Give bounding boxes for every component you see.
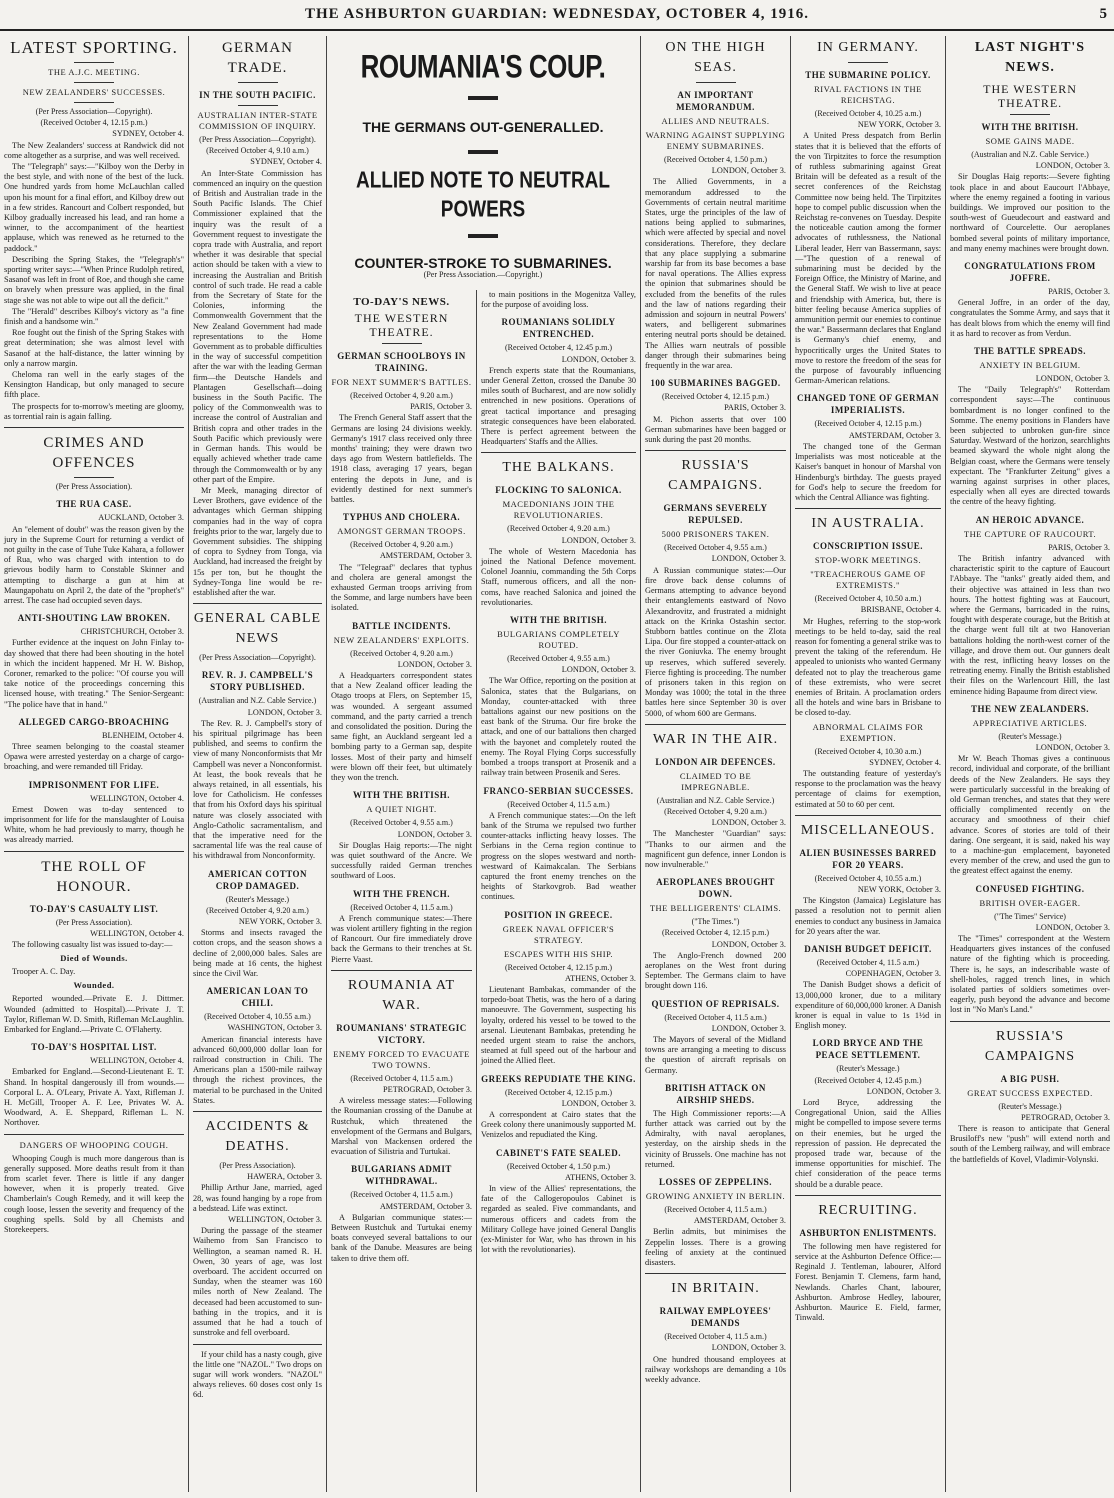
- dateline: SYDNEY, October 4.: [112, 129, 184, 139]
- source-line: (Australian and N.Z. Cable Service.): [656, 795, 775, 805]
- received-line: (Received October 4, 11.5 a.m.): [664, 1012, 767, 1022]
- dateline: NEW YORK, October 3.: [857, 120, 941, 130]
- subhead: 100 SUBMARINES BAGGED.: [650, 378, 781, 389]
- subhead-anti-shouting: ANTI-SHOUTING LAW BROKEN.: [17, 613, 171, 624]
- paragraph: The outstanding feature of yesterday's response to the proclamation was the heavy percentage of claims for exemption, estimated at 50 to 60 per cent.: [795, 768, 941, 809]
- headline-german-trade: GERMAN TRADE.: [221, 40, 293, 76]
- received-line: (Received October 4, 9.20 a.m.): [206, 905, 309, 915]
- paragraph: The changed tone of the German Imperialists was most noticeable at the Kaiser's banquet in honour of Marshal von Hindenburg's birthday. The guests prayed for God's help to secure the freedom for which the Central Alliance was fighting.: [795, 441, 941, 502]
- dateline: LONDON, October 3.: [1035, 742, 1110, 752]
- subhead: LOSSES OF ZEPPELINS.: [659, 1177, 772, 1188]
- paragraph: The "Herald" describes Kilboy's victory as "a fine finish and a handsome win.": [4, 306, 184, 327]
- dateline: AMSTERDAM, October 3.: [848, 430, 941, 440]
- paragraph: One hundred thousand employees at railway workshops are demanding a 10s weekly advance.: [645, 1354, 786, 1385]
- source-line: (Australian and N.Z. Cable Service.): [198, 696, 317, 706]
- subhead: IN THE SOUTH PACIFIC.: [199, 90, 316, 100]
- dateline: NEW YORK, October 3.: [238, 917, 322, 926]
- dateline: ATHENS, October 3.: [565, 1172, 636, 1182]
- dateline: BRISBANE, October 4.: [860, 605, 941, 615]
- dateline: PETROGRAD, October 3.: [1021, 1112, 1110, 1122]
- subhead: LORD BRYCE AND THE PEACE SETTLEMENT.: [812, 1038, 924, 1061]
- subhead: AMERICAN COTTON CROP DAMAGED.: [207, 868, 308, 891]
- paragraph: Reported wounded.—Private E. J. Dittmer. Wounded (admitted to Hospital).—Private J. T. Taylor, Rifleman W. D. Smith, Rifleman McLaughlin. Embarked for England.—Private C. O'Flaherty.: [4, 994, 184, 1034]
- paragraph: The Rev. R. J. Campbell's story of his spiritual pilgrimage has been published, and seems to confirm the view of many Nonconformists that Mr Campbell was never a Nonconformist. At least, the book reveals that he always retained, in all essentials, his love for Catholicism. He confesses that from his Oxford days his spiritual nature was closely associated with Anglo-Catholic sacramentalism, and that the imperative need for the sacramental life was the real cause of his withdrawal from Nonconformity.: [193, 718, 322, 861]
- dateline: LONDON, October 3.: [247, 707, 322, 717]
- dateline: LONDON, October 3.: [711, 818, 786, 828]
- subhead: GREEK NAVAL OFFICER'S STRATEGY.: [502, 923, 615, 945]
- paragraph: Sir Douglas Haig reports:—The night was quiet southward of the Ancre. We successfully raided German trenches southward of Loos.: [331, 840, 472, 881]
- paragraph: Sir Douglas Haig reports:—Severe fighting took place in and about Eaucourt l'Abbaye, where the enemy regained a footing in various buildings. We improved our position to the south-west of Gueudecourt and eastward and northward of Courcelette. Our aeroplanes bombed several points of military importance, and many enemy machines were brought down.: [950, 172, 1110, 253]
- dateline: NEW YORK, October 3.: [857, 884, 941, 894]
- dateline: PARIS, October 3.: [1048, 542, 1110, 552]
- dateline: LONDON, October 3.: [397, 829, 472, 839]
- subhead: WITH THE BRITISH.: [509, 615, 608, 626]
- dateline: AMSTERDAM, October 3.: [379, 551, 472, 561]
- received-line: (Received October 4, 1.50 p.m.): [663, 155, 768, 164]
- dateline: LONDON, October 3.: [397, 659, 472, 669]
- paragraph: The "Daily Telegraph's" Rotterdam correspondent says:—The continuous bombardment is no longer confined to the Somme. The enemy positions in Flanders have been subjected to unbroken gun-fire since Saturday. Westward of the horizon, searchlights beamed skyward the whole night along the Belgian coast, where the Germans were tensely expectant. The "Frankfurter Zeitung" gives a warning against surprises in other places, especially when all eyes are directed towards the centre of the heavy fighting.: [950, 385, 1110, 507]
- subhead: WARNING AGAINST SUPPLYING ENEMY SUBMARINES.: [645, 130, 786, 151]
- subhead: GREAT SUCCESS EXPECTED.: [967, 1087, 1093, 1098]
- subhead: BULGARIANS ADMIT WITHDRAWAL.: [351, 1164, 452, 1187]
- dateline: WELLINGTON, October 3.: [228, 1215, 322, 1225]
- paragraph: The "Telegraph" says:—"Kilboy won the Derby in the best style, and with none of the best of the luck. One hundred yards from home McLauchlan called upon his mount for a final effort, and Kilboy drew out in a few strides. Rancourt and Colbert responded, but Kilboy gradually increased his lead, and ran home a winner, to the accompaniment of the heartiest applause, which was renewed as he returned to the paddock.": [4, 162, 184, 253]
- received-line: (Received October 4, 10.50 a.m.): [814, 594, 922, 604]
- subhead: 5000 PRISONERS TAKEN.: [661, 529, 770, 540]
- subhead: AUSTRALIAN INTER-STATE COMMISSION OF INQUIRY.: [197, 110, 318, 131]
- headline-russia: RUSSIA'S CAMPAIGNS.: [668, 458, 763, 494]
- subhead: CABINET'S FATE SEALED.: [496, 1147, 621, 1158]
- masthead-title: THE ASHBURTON GUARDIAN: WEDNESDAY, OCTOBER 4, 1916.: [304, 6, 810, 22]
- headline-western-theatre: THE WESTERN THEATRE.: [354, 311, 449, 339]
- subhead: WITH THE BRITISH.: [352, 790, 451, 801]
- headline-australia: IN AUSTRALIA.: [811, 516, 925, 532]
- paragraph: The following men have registered for service at the Ashburton Defence Office:—Reginald J. Tentleman, labourer, Alford Forest. Benjamin T. Clemens, farm hand, Newlands. Charles Chant, labourer, Ashburton. Ambrose Hedley, labourer, Ashburton. Maurice E. Field, farmer, Tinwald.: [795, 1241, 941, 1323]
- dateline: LONDON, October 3.: [711, 166, 786, 176]
- column-germany: [791, 36, 945, 1492]
- subhead: CONFUSED FIGHTING.: [975, 883, 1085, 894]
- source-line: (Per Press Association—Copyright).: [199, 653, 316, 663]
- paragraph: Roe fought out the finish of the Spring Stakes with great determination; she was almost level with Sasanof at the half-distance, the latter winning by only a narrow margin.: [4, 328, 184, 368]
- subhead: GROWING ANXIETY IN BERLIN.: [645, 1191, 786, 1202]
- source-line: (Reuter's Message.): [998, 731, 1062, 741]
- received-line: (Received October 4, 9.10 a.m.): [206, 146, 309, 156]
- dateline: LONDON, October 3.: [711, 554, 786, 564]
- received-line: (Received October 4, 1.50 p.m.): [506, 1161, 611, 1171]
- subhead-ajc: THE A.J.C. MEETING.: [48, 67, 140, 77]
- paragraph: During the passage of the steamer Waihemo from San Francisco to Wellington, a seaman named R. H. Owen, 30 years of age, was lost overboard. The accident occurred on Sunday, when the steamer was 160 miles north of New Zealand. The deceased had been accustomed to sun-bathing in the tropics, and it is assumed that he had a touch of sunstroke and fell overboard.: [193, 1226, 322, 1338]
- paragraph: In view of the Allies' representations, the fate of the Callogeropoulos Cabinet is regarded as sealed. Five commandants, and numerous officers and cadets from the Military College have joined General Danglis (ex-Minister for War, who has thrown in his lot with the revolutionaries).: [481, 1183, 636, 1255]
- paragraph: Storms and insects ravaged the cotton crops, and the season shows a decline of 2,000,000 bales. Sales are being made at 16 cents, the highest since the Civil War.: [193, 928, 322, 979]
- received-line: (Received October 4, 10.30 a.m.): [814, 746, 922, 756]
- received-line: (Received October 4, 12.45 p.m.): [814, 1075, 922, 1085]
- subhead: LONDON AIR DEFENCES.: [655, 756, 776, 767]
- subhead-casualty: TO-DAY'S CASUALTY LIST.: [29, 903, 159, 914]
- masthead: [0, 0, 1114, 28]
- dateline: WELLINGTON, October 4.: [90, 1056, 184, 1066]
- paragraph: Ernest Dowen was to-day sentenced to imprisonment for life for the manslaughter of Louisa White, whom he had previously to marry, though he was already married.: [4, 804, 184, 845]
- dateline: PARIS, October 3.: [1048, 287, 1110, 297]
- subhead: ABNORMAL CLAIMS FOR EXEMPTION.: [812, 721, 924, 743]
- subhead-cargo: ALLEGED CARGO-BROACHING: [18, 716, 170, 727]
- subhead: GREEKS REPUDIATE THE KING.: [481, 1073, 636, 1084]
- headline-counter-stroke: COUNTER-STROKE TO SUBMARINES.: [354, 255, 612, 271]
- subhead-rua: THE RUA CASE.: [56, 499, 132, 510]
- paragraph: Whooping Cough is much more dangerous than is generally supposed. More deaths result from it than from scarlet fever. There is little if any danger however, when it is properly treated. Give Chamberlain's Cough Remedy, and it will keep the cough loose, lessen the severity and frequency of the coughing spells. Sold by all Chemists and Storekeepers.: [4, 1153, 184, 1235]
- paragraph: General Joffre, in an order of the day, congratulates the Somme Army, and says that it has dealt blows from which the enemy will find it as hard to recover as from Verdun.: [950, 298, 1110, 338]
- received-line: (Received October 4, 11.5 a.m.): [816, 957, 920, 967]
- masthead-rule: [0, 29, 1114, 31]
- subhead: CLAIMED TO BE IMPREGNABLE.: [679, 770, 752, 792]
- paragraph: Berlin admits, but minimises the Zeppelin losses. There is a growing feeling of anxiety at the continued disasters.: [645, 1227, 786, 1268]
- subhead: GERMANS SEVERELY REPULSED.: [663, 503, 768, 526]
- paragraph: The prospects for to-morrow's meeting are gloomy, as torrential rain is again falling.: [4, 401, 184, 421]
- dateline: AMSTERDAM, October 3.: [379, 1201, 472, 1211]
- paragraph: The "Telegraaf" declares that typhus and cholera are general amongst the exhausted German troops arriving from the Somme, and large numbers have been isolated.: [331, 562, 472, 613]
- dateline: LONDON, October 3.: [866, 1086, 941, 1096]
- headline-germans-outgeneralled: THE GERMANS OUT-GENERALLED.: [362, 119, 604, 135]
- paragraph: Mr W. Beach Thomas gives a continuous record, individual and corporate, of the brilliant deeds of the New Zealanders. He says they were particularly successful in the breaking of old German trenches, and states that they were officially complimented recently on the accuracy and smoothness of their chief advance. Scores of stories are told of their daring. One sergeant, it is said, naked his way to a machine-gun emplacement, bayoneted every member of the crew, and used the gun to the greatest effect against the enemy.: [950, 754, 1110, 876]
- received-line: (Received October 4, 9.20 a.m.): [350, 648, 453, 658]
- paragraph: Phillip Arthur Jane, married, aged 28, was found hanging by a rope from a bedstead. Life was extinct.: [193, 1183, 322, 1213]
- dateline: AMSTERDAM, October 3.: [693, 1216, 786, 1226]
- subhead: AN IMPORTANT MEMORANDUM.: [676, 90, 755, 112]
- dateline: SYDNEY, October 4.: [250, 157, 322, 167]
- column-sporting-crimes: [0, 36, 188, 1492]
- received-line: (Received October 4, 11.5 a.m.): [664, 1205, 767, 1215]
- subhead: RAILWAY EMPLOYEES' DEMANDS: [659, 1306, 772, 1329]
- source-line: ("The Times" Service): [994, 911, 1066, 921]
- paragraph: The Anglo-French downed 200 aeroplanes on the West front during September. The Germans claim to have brought down 116.: [645, 950, 786, 991]
- paragraph: A French communique states:—There was violent artillery fighting in the region of Rancourt. Our fire immediately drove back the Germans to their trenches at St. Pierre Vaast.: [331, 913, 472, 964]
- subhead: AN HEROIC ADVANCE.: [975, 514, 1085, 525]
- subhead: AMERICAN LOAN TO CHILI.: [206, 986, 309, 1009]
- lead-headline-block: [328, 36, 638, 274]
- received-line: (Received October 4, 9.20 a.m.): [664, 806, 767, 816]
- dateline: ATHENS, October 3.: [565, 973, 636, 983]
- received-line: (Received October 4, 10.55 a.m.): [814, 873, 922, 883]
- subhead-todays-news: TO-DAY'S NEWS.: [353, 296, 450, 308]
- dateline: LONDON, October 3.: [561, 354, 636, 364]
- subhead-nz-success: NEW ZEALANDERS' SUCCESSES.: [22, 87, 166, 97]
- source-line: (Australian and N.Z. Cable Service.): [971, 150, 1089, 159]
- subhead: AEROPLANES BROUGHT DOWN.: [656, 877, 775, 900]
- source-line: (Per Press Association.—Copyright.): [423, 270, 543, 279]
- paragraph: A Headquarters correspondent states that a New Zealand officer leading the Otago troops at Flers, on September 15, was wounded. A sergeant assumed command, and the party carried a trench and consolidated the position. During the same fight, an Auckland sergeant led a bombing party to a German sap, despite losses. Most of their party and himself were blown off their feet, but ultimately they won the trench.: [331, 671, 472, 783]
- received-line: (Received October 4, 9.55 a.m.): [664, 543, 767, 553]
- received-line: (Received October 4, 12.15 p.m.): [661, 392, 770, 402]
- dateline: COPENHAGEN, October 3.: [845, 969, 941, 979]
- headline-accidents: ACCIDENTS & DEATHS.: [205, 1119, 310, 1155]
- dateline: LONDON, October 3.: [1035, 922, 1110, 932]
- paragraph: The Mayors of several of the Midland towns are arranging a meeting to discuss the question of aircraft reprisals on Germany.: [645, 1034, 786, 1075]
- headline-last-nights-news: LAST NIGHT'S NEWS.: [974, 40, 1086, 75]
- source-line: (Per Press Association).: [55, 917, 133, 927]
- received-line: (Received October 4, 12.15 p.m.): [40, 118, 148, 128]
- paragraph: A Russian communique states:—Our fire drove back dense columns of Germans attempting to advance beyond their entanglements eastward of Novo Alexandrovitz, and frustrated a midnight attack on the Krinka Ostashin sector. Stubborn battles continue on the Zlota Lipa. Our fire stopped a counter-attack on the river Goniuvka. The enemy brought up reserves, which suffered severely. Fierce fighting is proceeding. The number of prisoners taken in this region on Monday was 1000; the total in the three battles here since September 30 is over 5000, of whom 600 are Germans.: [645, 565, 786, 718]
- subhead: REV. R. J. CAMPBELL'S STORY PUBLISHED.: [201, 670, 314, 693]
- paragraph: to main positions in the Mogenitza Valley, for the purpose of avoiding loss.: [481, 290, 636, 310]
- received-line: (Received October 4, 9.55 a.m.): [350, 818, 453, 828]
- paragraph: The Manchester "Guardian" says: "Thanks to our airmen and the magnificent gun defence, inner London is now invulnerable.": [645, 829, 786, 869]
- paragraph: A French communique states:—On the left bank of the Struma we repulsed two further counter-attacks inflicting heavy losses. The Serbians in the Cerna region continue to progress on the slopes westward and north-westward of Kaimakcalan. The Serbians captured the front enemy trenches on the heights of Starkovgrob. Bad weather continues.: [481, 810, 636, 902]
- source-line: (Per Press Association—Copyright).: [35, 107, 153, 116]
- source-line: (Per Press Association).: [219, 1161, 296, 1171]
- subhead: APPRECIATIVE ARTICLES.: [972, 717, 1088, 728]
- subhead: ROUMANIANS' STRATEGIC VICTORY.: [336, 1022, 467, 1045]
- received-line: (Received October 4, 9.20 a.m.): [507, 524, 610, 534]
- subhead: THE NEW ZEALANDERS.: [970, 703, 1090, 714]
- paragraph: The "Times" correspondent at the Western Headquarters gives instances of the confused nature of the fighting which is proceeding. There is, he says, an indescribable waste of shell-holes, ragged trench lines, in which isolated parties of soldiers sometimes over-eagerly, push beyond the advance and become lost in "No Man's Land.": [950, 933, 1110, 1015]
- subhead: THE CAPTURE OF RAUCOURT.: [963, 528, 1097, 539]
- received-line: (Received October 4, 11.5 a.m.): [350, 1190, 453, 1200]
- subhead: THE BELLIGERENTS' CLAIMS.: [649, 903, 782, 914]
- subhead: POSITION IN GREECE.: [504, 909, 613, 920]
- subhead: FLOCKING TO SALONICA.: [495, 485, 622, 496]
- headline-roumania-coup: ROUMANIA'S COUP.: [360, 47, 606, 85]
- received-line: (Received October 4, 12.45 p.m.): [504, 343, 613, 353]
- paragraph: The New Zealanders' success at Randwick did not come altogether as a surprise, and was well received.: [4, 140, 184, 160]
- subhead: BRITISH OVER-EAGER.: [979, 897, 1081, 908]
- headline-high-seas: ON THE HIGH SEAS.: [665, 40, 766, 75]
- paragraph: A wireless message states:—Following the Roumanian crossing of the Danube at Rustchuk, which threatened the envelopment of the Germans and Bulgars, Marshal von Mackensen ordered the evacuation of Silistria and Turtukai.: [331, 1096, 472, 1157]
- subhead: MACEDONIANS JOIN THE REVOLUTIONARIES.: [502, 499, 615, 521]
- paragraph: The British infantry advanced with characteristic spirit to the capture of Eaucourt l'Abbaye. The "tanks" greatly aided them, and their objective was attained in less than two hours. The hottest fighting was at Eaucourt, where the Germans, barricaded in the ruins, fought with desperate courage, but the British at the charge went full tilt at two Hanoverian battalions holding the north-west corner of the village, and drove them out. Our gunners dealt with the rest, inflicting heavy losses on the retreating enemy. Finally the British established their files on the Warlencourt Hill, the last eminence hiding Bapaume from direct view.: [950, 553, 1110, 696]
- paragraph: Embarked for England.—Second-Lieutenant E. T. Shand. In hospital dangerously ill from wounds.—Corporal L. A. O'Leary, Private A. Yaxt, Rifleman J. H. McGill, Trooper A. F. Lee, Privates W. A. Woodward, A. E. Sheppard, Rifleman L. N. Northover.: [4, 1067, 184, 1128]
- subhead: CONSCRIPTION ISSUE.: [812, 541, 924, 552]
- subhead: WITH THE FRENCH.: [352, 888, 451, 899]
- received-line: (Received October 4, 11.5 a.m.): [664, 1332, 767, 1342]
- source-line: (Reuter's Message.): [998, 1101, 1062, 1111]
- headline-britain: IN BRITAIN.: [671, 1281, 760, 1297]
- subhead-hospital: TO-DAY'S HOSPITAL LIST.: [31, 1042, 157, 1053]
- dateline: LONDON, October 3.: [1035, 161, 1110, 171]
- dateline: LONDON, October 3.: [561, 535, 636, 545]
- dateline: BLENHEIM, October 4.: [101, 730, 184, 740]
- received-line: (Received October 4, 11.5 a.m.): [350, 902, 453, 912]
- paragraph: A correspondent at Cairo states that the Greek colony there unanimously supported M. Venizelos and repudiated the King.: [481, 1109, 636, 1140]
- subhead: GERMAN SCHOOLBOYS IN TRAINING.: [337, 351, 466, 373]
- dateline: LONDON, October 3.: [711, 1343, 786, 1353]
- paragraph: The following casualty list was issued to-day:—: [12, 939, 173, 949]
- received-line: (Received October 4, 11.5 a.m.): [507, 799, 610, 809]
- dateline: LONDON, October 3.: [711, 939, 786, 949]
- paragraph: An "element of doubt" was the reason given by the jury in the Supreme Court for returning a verdict of not guilty in the case of Tuhe Tuke Kahara, a follower of Rua, who was charged with intention to do grievous bodily harm to Constable Skinner and attempting to discharge a gun at him at Maungapohatu on April 2, the date of the "prophet's" arrest. The case had occupied seven days.: [4, 524, 184, 605]
- received-line: (Received October 4, 12.15 p.m.): [504, 1087, 613, 1097]
- subhead: DANISH BUDGET DEFICIT.: [804, 943, 932, 954]
- column-german-trade: [189, 36, 326, 1492]
- paragraph: The Allied Governments, in a memorandum addressed to the Governments of certain neutral maritime States, urge the principles of the law of nations being applied to submarines, which were affected by special and novel considerations. Therefore, they declare that any place supplying a submarine warship far from its base becomes a base for naval operations. The Allies express the opinion that submarines should be excluded from the benefits of the rules and the law of nations regarding their admission and sojourn in neutral Powers' waters, and belligerent submarines entering neutral ports should be detained. The Allies warn neutrals of possible danger through their submarines being frequently in the war area.: [645, 177, 786, 371]
- received-line: (Received October 4, 10.55 a.m.): [204, 1012, 311, 1022]
- subhead: SOME GAINS MADE.: [985, 136, 1075, 146]
- advertisement: If your child has a nasty cough, give the little one "NAZOL." Two drops on sugar will work wonders. "NAZOL" always relieves. 60 doses cost only 1s 6d.: [193, 1349, 322, 1400]
- headline-russia: RUSSIA'S CAMPAIGNS: [984, 1028, 1076, 1064]
- subhead: CONGRATULATIONS FROM JOFFRE.: [964, 261, 1096, 284]
- dateline: LONDON, October 3.: [1035, 374, 1110, 384]
- dateline: LONDON, October 3.: [561, 1098, 636, 1108]
- dateline: LONDON, October 3.: [561, 665, 636, 675]
- dateline: CHRISTCHURCH, October 3.: [80, 627, 184, 637]
- column-last-nights-news: [946, 36, 1114, 1492]
- subhead-died: Died of Wounds.: [60, 953, 128, 964]
- dateline: WELLINGTON, October 4.: [90, 928, 184, 938]
- subhead: RIVAL FACTIONS IN THE REICHSTAG.: [814, 84, 922, 105]
- paragraph: French experts state that the Roumanians, under General Zetton, crossed the Danube 30 miles south of Bucharest, and are now solidly entrenched in new positions. Operations of great tactical importance and presaging strategic consequences have been elaborated. There is perfect agreement between the Headquarters' Staffs and the Allies.: [481, 365, 636, 447]
- paragraph: Further evidence at the inquest on John Finlay to-day showed that there had been shouting in the hotel in which the incident happened. Mr H. W. Bishop, Coroner, remarked to the police: "Of course you will take notice of the proceedings concerning this licensed house, with treating." The Senior-Sergeant: "The police have that in hand.": [4, 638, 184, 709]
- received-line: (Received October 4, 9.20 a.m.): [350, 540, 453, 550]
- column-balkans: [477, 290, 640, 1492]
- received-line: (Received October 4, 9.55 a.m.): [507, 654, 610, 664]
- subhead-wounded: Wounded.: [73, 980, 115, 991]
- paragraph: The High Commissioner reports:—A further attack was carried out by the Admiralty, with naval aeroplanes, yesterday, on the airship sheds in the vicinity of Brussels. One machine has not returned.: [645, 1108, 786, 1169]
- dateline: PARIS, October 3.: [410, 402, 472, 412]
- paragraph: Three seamen belonging to the coastal steamer Opawa were arrested yesterday on a charge of cargo-broaching, and were remanded till Friday.: [4, 741, 184, 772]
- subhead: FRANCO-SERBIAN SUCCESSES.: [483, 785, 634, 796]
- paragraph: Mr Hughes, referring to the stop-work meetings to be held to-day, said the real reason for fomenting a general strike was to prevent the taking of the referendum. He appealed to unionists who wanted Germany defeated not to play the treacherous game of these extremists, who were secret enemies of Britain. A proclamation orders all the hotels and wine bars in Brisbane to be closed to-day.: [795, 616, 941, 718]
- subhead: NEW ZEALANDERS' EXPLOITS.: [333, 634, 470, 645]
- source-line: (Per Press Association—Copyright).: [199, 135, 316, 144]
- subhead: ANXIETY IN BELGIUM.: [979, 360, 1081, 371]
- paragraph: A Bulgarian communique states:—Between Rustchuk and Turtukai enemy boats conveyed several battalions to our bank of the Danube. Measures are being taken to drive them off.: [331, 1212, 472, 1263]
- paragraph: American financial interests have advanced 60,000,000 dollar loan for railroad construction in Chili. The Americans plan a 1500-mile railway through the richest provinces, the material to be purchased in the United States.: [193, 1034, 322, 1105]
- headline-recruiting: RECRUITING.: [818, 1202, 918, 1218]
- paragraph: There is reason to anticipate that General Brusiloff's new "push" will extend north and south of the Lemberg railway, and will embrace the battlefields of Kovel, Vladimir-Volynski.: [950, 1124, 1110, 1164]
- subhead: BATTLE INCIDENTS.: [352, 620, 451, 631]
- subhead: FOR NEXT SUMMER'S BATTLES.: [331, 377, 472, 387]
- column-todays-news: [327, 290, 476, 1492]
- paragraph: A United Press despatch from Berlin states that it is believed that the efforts of the von Tirpitzites to force the resumption of ruthless submarining against Great Britain will be defeated as a result of the secret conferences of the Reichstag Committee now being held. The Tirpitzites hope to compel public discussion when the Reichstag re-convenes on Tuesday. Despite the noticeable caution among the former advocates of ruthlessness, the National Liberal leader, Herr van Bassermann, says:—"The question of a renewal of submarining must be decided by the Foreign Office, the Ministry of Marine, and the General Staff. We wish to live at peace and friendship with America, but, there is bitter feeling because America supplies of ammunition permit our enemies to continue the war." Bassermann declares that England is Germany's chief enemy, and hypocritically urges the United States to move to restore the freedom of the seas for the purpose of favourably influencing German-American relations.: [795, 131, 941, 386]
- paragraph: The Kingston (Jamaica) Legislature has passed a resolution not to permit alien enemies to conduct any business in Jamaica for 20 years after the war.: [795, 896, 941, 936]
- subhead-whooping-cough: DANGERS OF WHOOPING COUGH.: [19, 1139, 169, 1150]
- source-line: ("The Times."): [691, 917, 740, 927]
- headline-roumania-at-war: ROUMANIA AT WAR.: [347, 977, 456, 1013]
- received-line: (Received October 4, 12.15 p.m.): [814, 419, 922, 429]
- paragraph: Mr Meek, managing director of Lever Brothers, gave evidence of the advantages which German shipping companies had in the way of copra freights prior to the war, largely due to Government subsidies. The shipping of copra to Sydney from Tonga, via Auckland, had increased the freight by 15s per ton, but he thought the Sydney-Tonga line would be re-established after the war.: [193, 485, 322, 597]
- source-line: (Reuter's Message.): [836, 1064, 900, 1074]
- headline-war-air: WAR IN THE AIR.: [652, 731, 779, 747]
- subhead: WITH THE BRITISH.: [981, 122, 1079, 132]
- dateline: AUCKLAND, October 3.: [98, 513, 184, 523]
- paragraph: The French General Staff assert that the Germans are losing 24 divisions weekly. Germany's 1917 class received only three months' training; they were drawn two days ago from Western battlefields. The 1918 class, averaging 17 years, began entering the depots in June, and is evidently destined for next summer's battles.: [331, 413, 472, 505]
- dateline: LONDON, October 3.: [711, 1023, 786, 1033]
- received-line: (Received October 4, 12.15 p.m.): [661, 928, 770, 938]
- headline-balkans: THE BALKANS.: [502, 460, 615, 476]
- subhead: CHANGED TONE OF GERMAN IMPERIALISTS.: [796, 393, 940, 416]
- headline-cable-news: GENERAL CABLE NEWS: [193, 611, 322, 647]
- source-line: (Per Press Association).: [55, 482, 133, 492]
- subhead: TYPHUS AND CHOLERA.: [342, 512, 461, 523]
- subhead: QUESTION OF REPRISALS.: [651, 998, 780, 1009]
- received-line: (Received October 4, 11.5 a.m.): [350, 1073, 453, 1083]
- paragraph: The whole of Western Macedonia has joined the National Defence movement. Colonel Joanniu, commanding the 5th Corps Staff, numerous officers, and all the non-coms, have reached Salonica and joined the revolutionaries.: [481, 546, 636, 607]
- dateline: WELLINGTON, October 4.: [90, 793, 184, 803]
- paragraph: The War Office, reporting on the position at Salonica, states that the Bulgarians, on Monday, counter-attacked with three battalions against our new positions on the east bank of the Struma. Our fire broke the attack, and one of our battalions then charged with the bayonet and completely routed the enemy. The Royal Flying Corps successfully bombed a troops transport at Prosenik and a railway train between Prosenik and Seres.: [481, 676, 636, 778]
- subhead: ASHBURTON ENLISTMENTS.: [799, 1227, 937, 1238]
- headline-germany: IN GERMANY.: [817, 40, 919, 55]
- subhead: ENEMY FORCED TO EVACUATE TWO TOWNS.: [333, 1048, 470, 1070]
- paragraph: M. Pichon asserts that over 100 German submarines have been bagged or sunk during the past 20 months.: [645, 414, 786, 445]
- subhead: ROUMANIANS SOLIDLY ENTRENCHED.: [501, 317, 616, 340]
- subhead: ESCAPES WITH HIS SHIP.: [503, 948, 614, 959]
- dateline: SYDNEY, October 4.: [869, 757, 941, 767]
- paragraph: Lieutenant Bambakas, commander of the torpedo-boat Thetis, was the hero of a daring manoeuvre. The Government, suspecting his loyalty, ordered his vessel to be towed to the arsenal. Lieutenant Bambakas, pretending he needed urgent steam to raise the anchors, steamed at full speed out of the harbour and joined the Allied fleet.: [481, 984, 636, 1066]
- received-line: (Received October 4, 10.25 a.m.): [814, 109, 922, 118]
- subhead: STOP-WORK MEETINGS.: [814, 555, 922, 566]
- subhead: A QUIET NIGHT.: [366, 804, 437, 815]
- paragraph: An Inter-State Commission has commenced an inquiry on the question of British and Australian trade in the South Pacific Islands. The Chief Commissioner explained that the inquiry was the result of a Government request to investigate the copra trade with Australia, and report whether it was desirable that special action should be taken with a view to increasing the Australian and British control of such trade. He read a cable from the Secretary of State for the Colonies, informing the Commonwealth Government that the New Zealand Government had made representations to the Home Government as to probable difficulties in the way of successful competition after the war with the leading German firm—the Deutsche Handels and Plantagen Gesellschaft—doing business in the South Pacific. The policy of the Commonwealth was to increase the control of Australian and British copra and other trades in the South Pacific which previously were in German hands. This would be equally achieved whether trade came through the Commonwealth or by any other part of the Empire.: [193, 168, 322, 484]
- subhead: ALIEN BUSINESSES BARRED FOR 20 YEARS.: [799, 847, 937, 870]
- dateline: HAWERA, October 3.: [247, 1172, 322, 1182]
- subhead: ALLIES AND NEUTRALS.: [661, 116, 770, 126]
- received-line: (Received October 4, 9.20 a.m.): [350, 391, 453, 400]
- headline-allied-note: ALLIED NOTE TO NEUTRAL POWERS: [355, 168, 611, 223]
- dateline: PETROGRAD, October 3.: [383, 1084, 472, 1094]
- column-high-seas: [641, 36, 790, 1492]
- subhead: THE SUBMARINE POLICY.: [805, 70, 931, 80]
- received-line: (Received October 4, 12.15 p.m.): [504, 962, 613, 972]
- dateline: WASHINGTON, October 3.: [227, 1023, 322, 1033]
- subhead: "TREACHEROUS GAME OF EXTREMISTS.": [810, 569, 926, 591]
- paragraph: The Danish Budget shows a deficit of 13,000,000 kroner, due to a military expenditure of 60,000,000 kroner. A Danish kroner is equal in value to 1s 1½d in English money.: [795, 980, 941, 1031]
- headline-miscellaneous: MISCELLANEOUS.: [800, 822, 936, 838]
- subhead: BRITISH ATTACK ON AIRSHIP SHEDS.: [665, 1082, 766, 1105]
- subhead: A BIG PUSH.: [1000, 1073, 1060, 1084]
- paragraph: Lord Bryce, addressing the Congregational Union, said the Allies might be compelled to impose severe terms on their enemies, but he urged the repression of passion. He deprecated the proposed trade war, because of the immense opportunities for mischief. The chief consideration of the peace terms should be a durable peace.: [795, 1098, 941, 1189]
- dateline: PARIS, October 3.: [724, 403, 786, 413]
- source-line: (Reuter's Message.): [225, 894, 290, 904]
- paragraph: Trooper A. C. Day.: [12, 967, 76, 977]
- subhead: THE BATTLE SPREADS.: [973, 346, 1087, 357]
- headline-sporting: LATEST SPORTING.: [10, 38, 178, 57]
- headline-western-theatre: THE WESTERN THEATRE.: [983, 82, 1077, 110]
- subhead: BULGARIANS COMPLETELY ROUTED.: [497, 629, 620, 651]
- paragraph: Cheloma ran well in the early stages of the Kensington Handicap, but only managed to secure fifth place.: [4, 370, 184, 400]
- subhead: AMONGST GERMAN TROOPS.: [337, 526, 466, 537]
- paragraph: Describing the Spring Stakes, the "Telegraph's" sporting writer says:—"When Prince Rudolph retired, Sasanof was left in front of Roe, and though she came on bravely when pressure was applied, in the final stage she was not able to wipe out all the deficit.": [4, 254, 184, 305]
- subhead-imprisonment: IMPRISONMENT FOR LIFE.: [28, 779, 160, 790]
- page-number: 5: [1099, 6, 1108, 22]
- headline-crimes: CRIMES AND OFFENCES: [43, 435, 145, 472]
- headline-roll-of-honour: THE ROLL OF HONOUR.: [41, 858, 147, 895]
